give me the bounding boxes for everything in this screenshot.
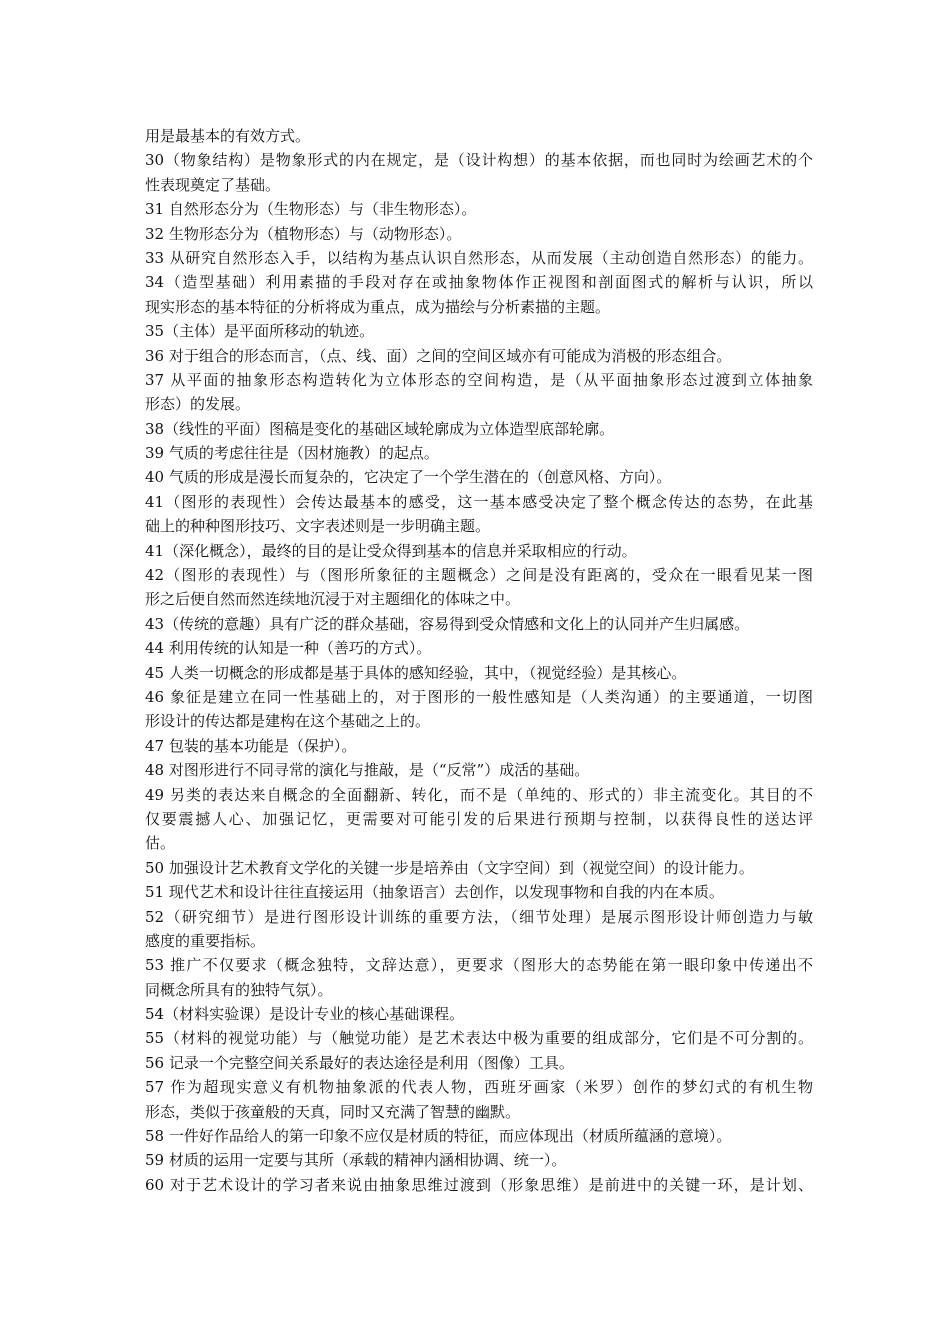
text-line: 34（造型基础）利用素描的手段对存在或抽象物体作正视图和剖面图式的解析与认识，所以 [145, 273, 813, 292]
text-line: 50 加强设计艺术教育文学化的关键一步是培养由（文字空间）到（视觉空间）的设计能力。 [145, 858, 754, 877]
text-line: 39 气质的考虑往往是（因材施教）的起点。 [145, 444, 439, 463]
text-line: 43（传统的意趣）具有广泛的群众基础，容易得到受众情感和文化上的认同并产生归属感。 [145, 614, 750, 633]
text-line: 41（深化概念），最终的目的是让受众得到基本的信息并采取相应的行动。 [145, 541, 637, 560]
text-line: 58 一件好作品给人的第一印象不应仅是材质的特征，而应体现出（材质所蕴涵的意境）。 [145, 1127, 732, 1146]
text-line: 44 利用传统的认知是一种（善巧的方式）。 [145, 639, 432, 658]
text-line: 形之后便自然而然连续地沉浸于对主题细化的体味之中。 [145, 590, 521, 609]
text-line: 56 记录一个完整空间关系最好的表达途径是利用（图像）工具。 [145, 1053, 574, 1072]
document-body [145, 124, 813, 1197]
text-line: 32 生物形态分为（植物形态）与（动物形态）。 [145, 224, 462, 243]
text-line: 30（物象结构）是物象形式的内在规定，是（设计构想）的基本依据，而也同时为绘画艺术的个 [145, 151, 813, 170]
text-line: 47 包装的基本功能是（保护）。 [145, 736, 357, 755]
text-line: 48 对图形进行不同寻常的演化与推敲，是（“反常”）成活的基础。 [145, 761, 590, 780]
text-line: 40 气质的形成是漫长而复杂的，它决定了一个学生潜在的（创意风格、方向）。 [145, 468, 672, 487]
text-line: 33 从研究自然形态入手，以结构为基点认识自然形态，从而发展（主动创造自然形态）的能力。 [145, 248, 813, 267]
text-line: 现实形态的基本特征的分析将成为重点，成为描绘与分析素描的主题。 [145, 297, 611, 316]
text-line: 41（图形的表现性）会传达最基本的感受，这一基本感受决定了整个概念传达的态势，在此基 [145, 492, 813, 511]
text-line: 52（研究细节）是进行图形设计训练的重要方法，（细节处理）是展示图形设计师创造力与敏 [145, 907, 813, 926]
text-line: 55（材料的视觉功能）与（触觉功能）是艺术表达中极为重要的组成部分，它们是不可分割的。 [145, 1029, 813, 1048]
text-line: 59 材质的运用一定要与其所（承载的精神内涵相协调、统一）。 [145, 1151, 567, 1170]
text-line: 同概念所具有的独特气氛）。 [145, 980, 333, 999]
text-line: 31 自然形态分为（生物形态）与（非生物形态）。 [145, 200, 477, 219]
text-line: 性表现奠定了基础。 [145, 175, 281, 194]
text-line: 53 推广不仅要求（概念独特，文辞达意），更要求（图形大的态势能在第一眼印象中传递出不 [145, 956, 813, 975]
text-line: 60 对于艺术设计的学习者来说由抽象思维过渡到（形象思维）是前进中的关键一环，是计划、 [145, 1175, 813, 1194]
text-line: 35（主体）是平面所移动的轨迹。 [145, 322, 375, 341]
text-line: 46 象征是建立在同一性基础上的，对于图形的一般性感知是（人类沟通）的主要通道，一切图 [145, 687, 813, 706]
text-line: 49 另类的表达来自概念的全面翻新、转化，而不是（单纯的、形式的）非主流变化。其目的不 [145, 785, 813, 804]
text-line: 仅要震撼人心、加强记忆，更需要对可能引发的后果进行预期与控制，以获得良性的送达评 [145, 809, 813, 828]
text-line: 感度的重要指标。 [145, 931, 266, 950]
text-line: 45 人类一切概念的形成都是基于具体的感知经验，其中，（视觉经验）是其核心。 [145, 663, 687, 682]
text-line: 础上的种种图形技巧、文字表述则是一步明确主题。 [145, 517, 491, 536]
text-line: 57 作为超现实意义有机物抽象派的代表人物，西班牙画家（米罗）创作的梦幻式的有机生物 [145, 1078, 813, 1097]
text-line: 36 对于组合的形态而言，（点、线、面）之间的空间区域亦有可能成为消极的形态组合。 [145, 346, 732, 365]
text-line: 形态）的发展。 [145, 395, 251, 414]
text-line: 54（材料实验课）是设计专业的核心基础课程。 [145, 1005, 465, 1024]
text-line: 38（线性的平面）图稿是变化的基础区域轮廓成为立体造型底部轮廓。 [145, 419, 615, 438]
text-line: 形态，类似于孩童般的天真，同时又充满了智慧的幽默。 [145, 1102, 521, 1121]
text-line: 估。 [145, 834, 176, 853]
text-line: 51 现代艺术和设计往往直接运用（抽象语言）去创作，以发现事物和自我的内在本质。 [145, 883, 724, 902]
text-line: 42（图形的表现性）与（图形所象征的主题概念）之间是没有距离的，受众在一眼看见某一图 [145, 566, 813, 585]
text-line: 37 从平面的抽象形态构造转化为立体形态的空间构造，是（从平面抽象形态过渡到立体抽象 [145, 370, 813, 389]
text-line: 用是最基本的有效方式。 [145, 127, 311, 145]
text-line: 形设计的传达都是建构在这个基础之上的。 [145, 712, 431, 731]
